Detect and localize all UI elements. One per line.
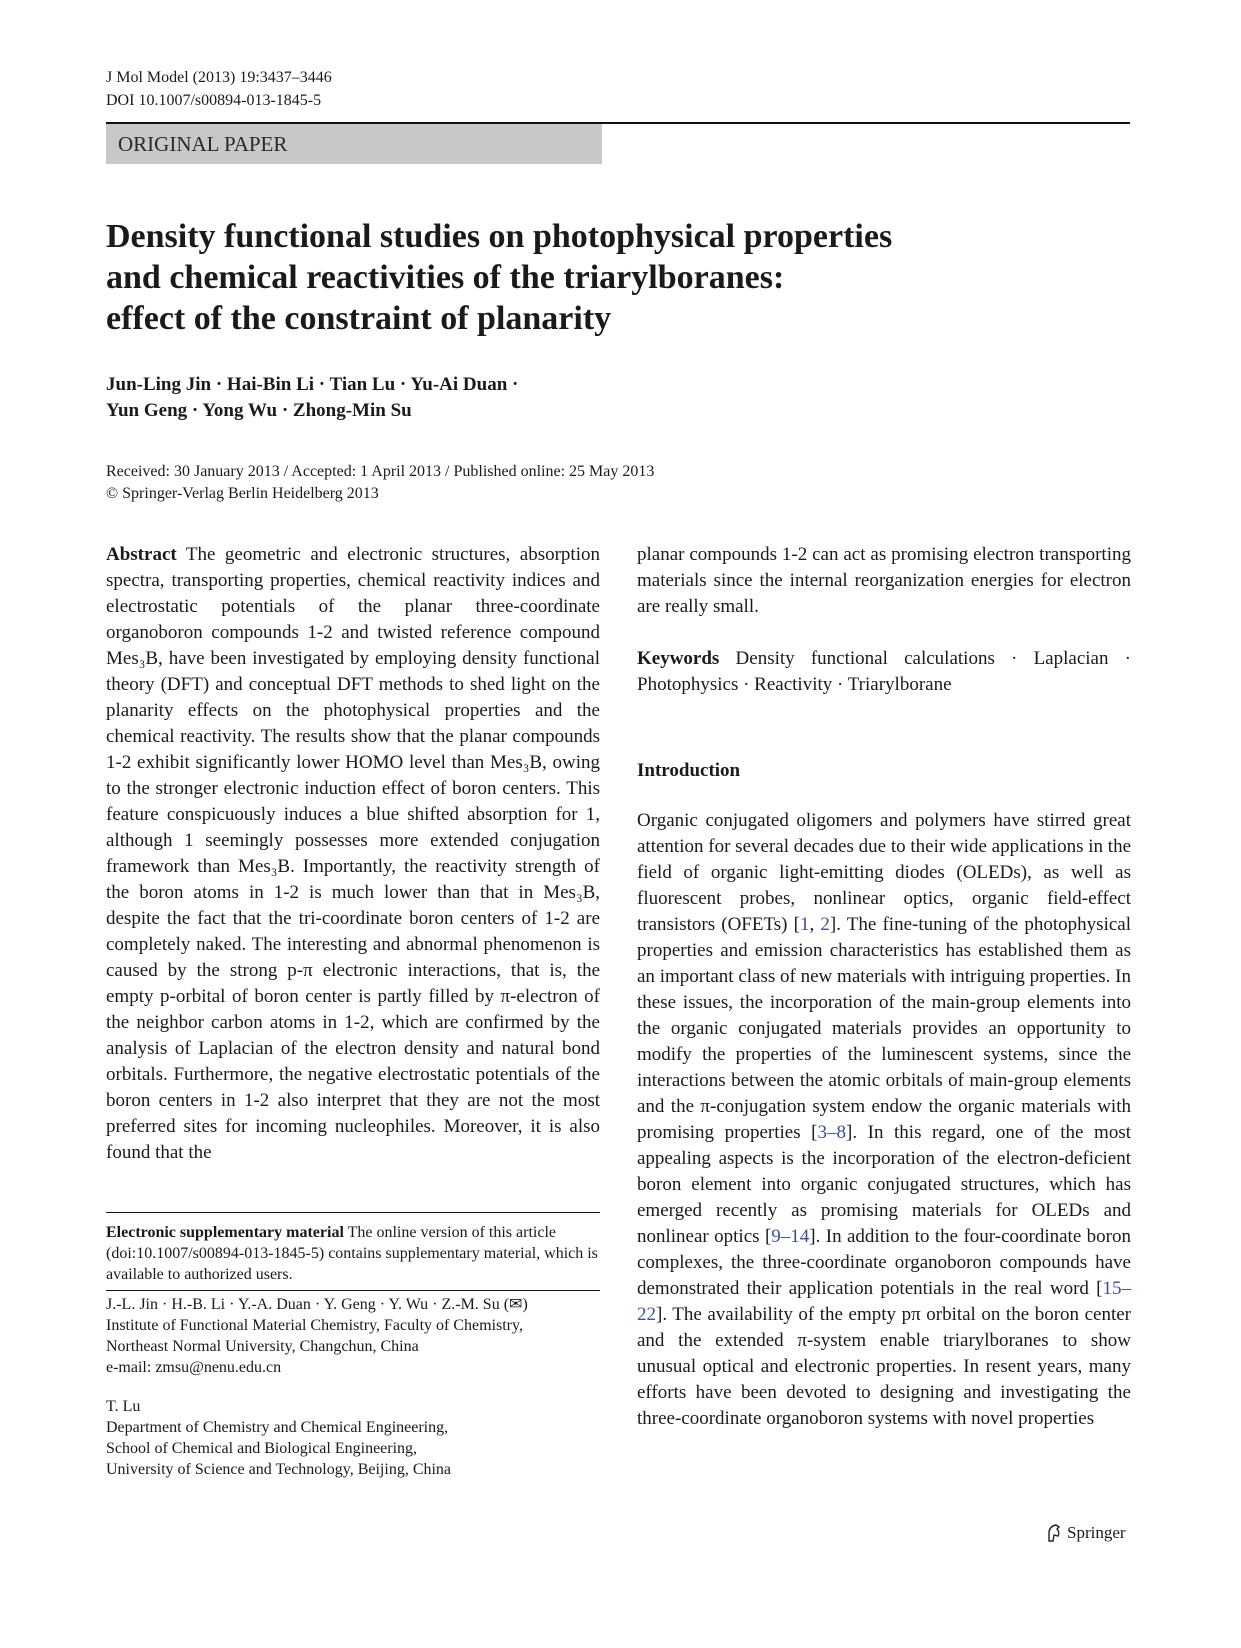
title-line-1: Density functional studies on photophysical properties	[106, 218, 893, 255]
citation-link[interactable]: 3–8	[817, 1122, 846, 1143]
title-line-2: and chemical reactivities of the triarylboranes:	[106, 259, 785, 296]
paper-title	[106, 216, 1006, 339]
citation-link[interactable]: 9–14	[771, 1226, 810, 1247]
doi-line: DOI 10.1007/s00894-013-1845-5	[106, 92, 322, 109]
journal-citation	[106, 66, 332, 112]
publication-dates	[106, 461, 654, 505]
affiliation-separator	[106, 1290, 600, 1291]
abstract-text: The geometric and electronic structures, absorption spectra, transporting properties, chemical reactivity indices and electrostatic potentials of the planar three-coordinate organoboron compounds 1-2 and twisted reference compound Mes₃B, have been investigated by employing density functional theory (DFT) and conceptual DFT methods to shed light on the planarity effects on the photophysical properties and the chemical reactivity. The results show that the planar compounds 1-2 exhibit significantly lower HOMO level than Mes₃B, owing to the stronger electronic induction effect of boron centers. This feature conspicuously induces a blue shifted absorption for 1, although 1 seemingly possesses more extended conjugation framework than Mes₃B. Importantly, the reactivity strength of the boron atoms in 1-2 is much lower than that in Mes₃B, despite the fact that the tri-coordinate boron centers of 1-2 are completely naked. The interesting and abnormal phenomenon is caused by the strong p-π electronic interactions, that is, the empty p-orbital of boron center is partly filled by π-electron of the neighbor carbon atoms in 1-2, which are confirmed by the analysis of Laplacian of the electron density and natural bond orbitals. Furthermore, the negative electrostatic potentials of the boron centers in 1-2 also interpret that they are not the most preferred sites for incoming nucleophiles. Moreover, it is also found that the	[106, 544, 600, 1163]
introduction-heading: Introduction	[637, 760, 741, 781]
publisher-logo	[1045, 1523, 1126, 1543]
section-label: ORIGINAL PAPER	[106, 124, 602, 164]
right-column	[637, 542, 1131, 1432]
abstract-label: Abstract	[106, 544, 177, 565]
author-list	[106, 372, 518, 424]
affiliation-line: School of Chemical and Biological Engineering,	[106, 1440, 418, 1457]
citation-link[interactable]: 15–22	[637, 1278, 1131, 1325]
abstract-continued: planar compounds 1-2 can act as promising electron transporting materials since the internal reorganization energies for electron are really small.	[637, 544, 1131, 617]
authors-line-2: Yun Geng · Yong Wu · Zhong-Min Su	[106, 400, 412, 421]
affiliation-authors: T. Lu	[106, 1398, 141, 1415]
esm-label: Electronic supplementary material	[106, 1224, 344, 1241]
keywords-text: Density functional calculations · Laplacian · Photophysics · Reactivity · Triarylborane	[637, 648, 1132, 695]
author-email[interactable]: e-mail: zmsu@nenu.edu.cn	[106, 1359, 282, 1376]
abstract-block	[106, 542, 600, 1166]
title-line-3: effect of the constraint of planarity	[106, 300, 612, 337]
keywords-label: Keywords	[637, 648, 720, 669]
esm-text: The online version of this article (doi:10.1007/s00894-013-1845-5) contains supplementary material, which is available to authorized users.	[106, 1224, 598, 1283]
dates-line: Received: 30 January 2013 / Accepted: 1 April 2013 / Published online: 25 May 2013	[106, 463, 655, 480]
affiliation-authors: J.-L. Jin · H.-B. Li · Y.-A. Duan · Y. Geng · Y. Wu · Z.-M. Su (✉)	[106, 1296, 528, 1313]
affiliation-line: University of Science and Technology, Beijing, China	[106, 1461, 452, 1478]
introduction-paragraph: Organic conjugated oligomers and polymers have stirred great attention for several decades due to their wide applications in the field of organic light-emitting diodes (OLEDs), as well as fluorescent probes, nonlinear optics, organic field-effect transistors (OFETs) [1, 2]. The fine-tuning of the photophysical properties and emission characteristics has established them as an important class of new materials with intriguing properties. In these issues, the incorporation of the main-group elements into the organic conjugated materials provides an opportunity to modify the properties of the luminescent systems, since the interactions between the atomic orbitals of main-group elements and the π-conjugation system endow the organic materials with promising properties [3–8]. In this regard, one of the most appealing aspects is the incorporation of the electron-deficient boron element into organic conjugated structures, which has emerged recently as promising materials for OLEDs and nonlinear optics [9–14]. In addition to the four-coordinate boron complexes, the three-coordinate organoboron compounds have demonstrated their application potentials in the real word [15–22]. The availability of the empty pπ orbital on the boron center and the extended π-system enable triarylboranes to show unusual optical and electronic properties. In resent years, many efforts have been devoted to designing and investigating the three-coordinate organoboron systems with novel properties	[637, 810, 1131, 1429]
footnote-separator	[106, 1212, 600, 1213]
journal-line: J Mol Model (2013) 19:3437–3446	[106, 69, 332, 86]
affiliation-ustb	[106, 1396, 600, 1480]
affiliation-line: Department of Chemistry and Chemical Engineering,	[106, 1419, 449, 1436]
springer-horse-icon	[1045, 1523, 1063, 1543]
affiliation-line: Northeast Normal University, Changchun, China	[106, 1338, 419, 1355]
authors-line-1: Jun-Ling Jin · Hai-Bin Li · Tian Lu · Yu-Ai Duan ·	[106, 374, 519, 395]
affiliation-nenu	[106, 1294, 600, 1378]
supplementary-note	[106, 1222, 600, 1285]
publisher-name: Springer	[1067, 1523, 1126, 1542]
citation-link[interactable]: 2	[820, 914, 830, 935]
affiliation-line: Institute of Functional Material Chemistry, Faculty of Chemistry,	[106, 1317, 523, 1334]
keywords-block	[637, 646, 1131, 698]
copyright-line: © Springer-Verlag Berlin Heidelberg 2013	[106, 485, 379, 502]
citation-link[interactable]: 1	[799, 914, 810, 935]
